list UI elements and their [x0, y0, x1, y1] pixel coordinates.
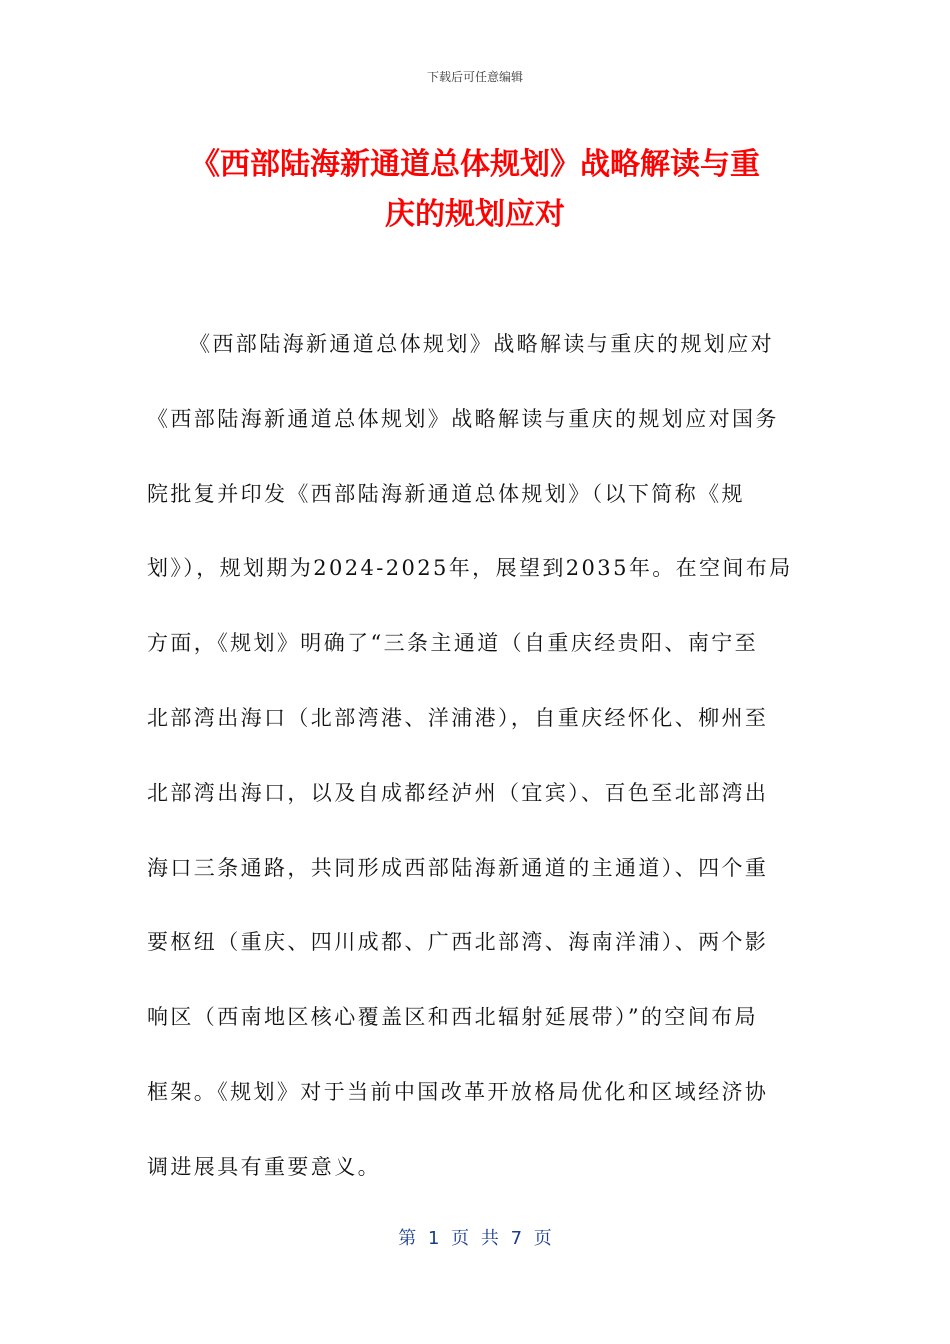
body-line: 海口三条通路，共同形成西部陆海新通道的主通道）、四个重 — [147, 855, 769, 880]
body-line: 响区（西南地区核心覆盖区和西北辐射延展带）”的空间布局 — [147, 1005, 759, 1030]
body-line: 《西部陆海新通道总体规划》战略解读与重庆的规划应对 — [189, 332, 774, 356]
body-line: 调进展具有重要意义。 — [147, 1154, 381, 1179]
body-line: 要枢纽（重庆、四川成都、广西北部湾、海南洋浦）、两个影 — [147, 930, 769, 955]
title-line-1: 《西部陆海新通道总体规划》战略解读与重 — [190, 147, 760, 182]
title-line-2: 庆的规划应对 — [385, 197, 565, 232]
page-number-footer: 第 1 页 共 7 页 — [398, 1228, 552, 1249]
body-line: 划》），规划期为2024-2025年，展望到2035年。在空间布局 — [147, 556, 793, 581]
document-title — [150, 140, 800, 240]
body-line: 方面，《规划》明确了“三条主通道（自重庆经贵阳、南宁至 — [147, 631, 759, 656]
body-text — [147, 322, 803, 1220]
header-note: 下载后可任意编辑 — [426, 70, 523, 84]
body-line: 框架。《规划》对于当前中国改革开放格局优化和区域经济协 — [147, 1079, 769, 1104]
body-line: 北部湾出海口，以及自成都经泸州（宜宾）、百色至北部湾出 — [147, 780, 769, 805]
body-line: 《西部陆海新通道总体规划》战略解读与重庆的规划应对国务 — [147, 406, 779, 431]
body-line: 院批复并印发《西部陆海新通道总体规划》（以下简称《规 — [147, 481, 745, 506]
body-line: 北部湾出海口（北部湾港、洋浦港），自重庆经怀化、柳州至 — [147, 705, 769, 730]
